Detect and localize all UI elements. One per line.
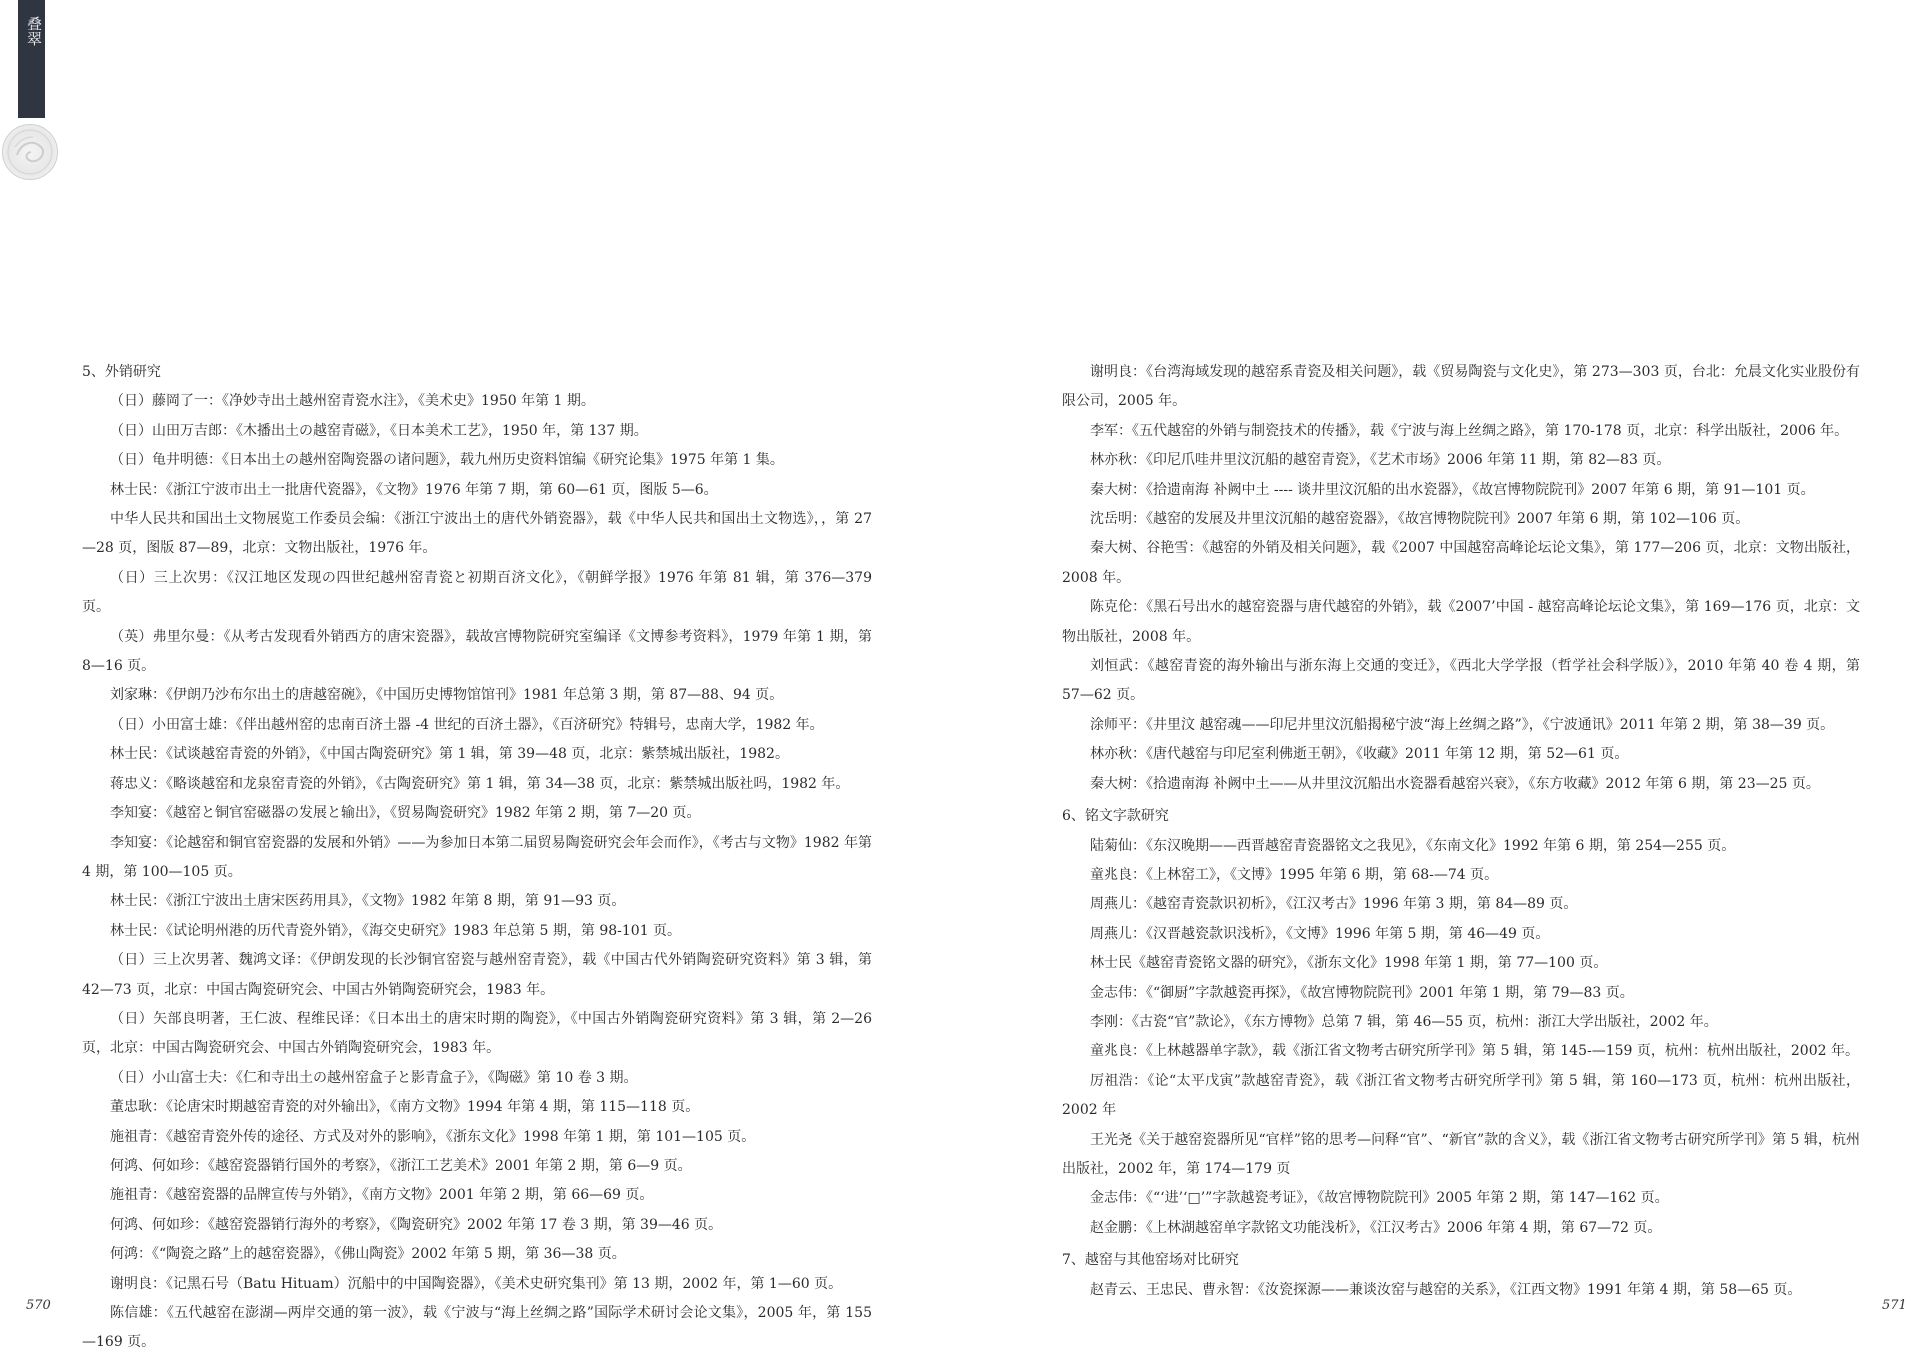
bibliography-entry: 赵青云、王忠民、曹永智：《汝瓷探源——兼谈汝窑与越窑的关系》，《江西文物》1991 年第 4 期，第 58—65 页。 <box>1090 1281 1802 1298</box>
bibliography-entry: 林士民《越窑青瓷铭文器的研究》，《浙东文化》1998 年第 1 期，第 77—100 页。 <box>1090 955 1608 972</box>
section-7-entries <box>1062 1276 1860 1305</box>
bibliography-entry: 陈信雄：《五代越窑在澎湖—两岸交通的第一波》，载《宁波与“海上丝绸之路”国际学术研讨会论文集》，2005 年，第 155—169 页。 <box>82 1305 872 1351</box>
emblem-icon <box>3 125 57 179</box>
bibliography-entry: （日）藤岡了一：《净妙寺出土越州窑青瓷水注》，《美术史》1950 年第 1 期。 <box>110 393 595 410</box>
bibliography-entry: （日）矢部良明著，王仁波、程维民译：《日本出土的唐宋时期的陶瓷》，《中国古外销陶瓷研究资料》第 3 辑，第 2—26 页，北京：中国古陶瓷研究会、中国古外销陶瓷研究会，1983 年。 <box>82 1010 872 1057</box>
bibliography-entry: 谢明良：《台湾海域发现的越窑系青瓷及相关问题》，载《贸易陶瓷与文化史》，第 273—303 页，台北：允晨文化实业股份有限公司，2005 年。 <box>1062 364 1860 410</box>
bibliography-entry: （日）龟井明德：《日本出土の越州窑陶瓷器の诸问题》，载九州历史资料馆编《研究论集》1975 年第 1 集。 <box>110 452 784 469</box>
left-entries <box>82 387 872 1357</box>
right-column <box>1062 358 1860 1305</box>
bibliography-entry: 林士民：《浙江宁波出土唐宋医药用具》，《文物》1982 年第 8 期，第 91—93 页。 <box>110 893 626 910</box>
page-number-right: 571 <box>1882 1298 1907 1313</box>
bibliography-entry: （日）三上次男：《汉江地区发现の四世纪越州窑青瓷と初期百济文化》，《朝鲜学报》1976 年第 81 辑，第 376—379 页。 <box>82 569 872 616</box>
bibliography-entry: 施祖青：《越窑瓷器的品牌宣传与外销》，《南方文物》2001 年第 2 期，第 66—69 页。 <box>110 1187 654 1204</box>
bibliography-entry: （日）小田富士雄：《伴出越州窑的忠南百济土器 -4 世纪的百济土器》，《百济研究》特辑号，忠南大学，1982 年。 <box>110 716 824 733</box>
bibliography-entry: 何鸿：《“陶瓷之路”上的越窑瓷器》，《佛山陶瓷》2002 年第 5 期，第 36—38 页。 <box>110 1246 626 1263</box>
bibliography-entry: 林士民：《试谈越窑青瓷的外销》，《中国古陶瓷研究》第 1 辑，第 39—48 页，北京：紫禁城出版社，1982。 <box>110 746 789 763</box>
bibliography-entry: 林亦秋：《印尼爪哇井里汶沉船的越窑青瓷》，《艺术市场》2006 年第 11 期，第 82—83 页。 <box>1090 452 1671 469</box>
bibliography-entry: 李知宴：《越窑と铜官窑磁器の发展と输出》，《贸易陶瓷研究》1982 年第 2 期，第 7—20 页。 <box>110 805 701 822</box>
emblem-logo <box>2 124 58 180</box>
bibliography-entry: 李刚：《古瓷“官”款论》，《东方博物》总第 7 辑，第 46—55 页，杭州：浙江大学出版社，2002 年。 <box>1090 1013 1718 1030</box>
spine-tab <box>18 0 45 118</box>
page-number-left: 570 <box>26 1298 51 1313</box>
bibliography-entry: 李知宴：《论越窑和铜官窑瓷器的发展和外销》——为参加日本第二届贸易陶瓷研究会年会而作》，《考古与文物》1982 年第 4 期，第 100—105 页。 <box>82 834 872 880</box>
bibliography-entry: 周燕儿：《越窑青瓷款识初析》，《江汉考古》1996 年第 3 期，第 84—89 页。 <box>1090 896 1578 913</box>
bibliography-entry: （日）山田万吉郎：《木播出土の越窑青磁》，《日本美术工艺》，1950 年，第 137 期。 <box>110 422 648 439</box>
bibliography-entry: 赵金鹏：《上林湖越窑单字款铭文功能浅析》，《江汉考古》2006 年第 4 期，第 67—72 页。 <box>1090 1219 1662 1236</box>
bibliography-entry: 中华人民共和国出土文物展览工作委员会编：《浙江宁波出土的唐代外销瓷器》，载《中华人民共和国出土文物选》，，第 27—28 页，图版 87—89，北京：文物出版社，1976 年。 <box>82 511 872 557</box>
bibliography-entry: 李军：《五代越窑的外销与制瓷技术的传播》，载《宁波与海上丝绸之路》，第 170-178 页，北京：科学出版社，2006 年。 <box>1090 422 1849 439</box>
bibliography-entry: 金志伟：《“御厨”字款越瓷再探》，《故宫博物院院刊》2001 年第 1 期，第 79—83 页。 <box>1090 984 1634 1001</box>
section-heading-6: 6、铭文字款研究 <box>1062 808 1169 825</box>
bibliography-entry: 林士民：《试论明州港的历代青瓷外销》，《海交史研究》1983 年总第 5 期，第 98-101 页。 <box>110 922 682 939</box>
bibliography-entry: 谢明良：《记黑石号（Batu Hituam）沉船中的中国陶瓷器》，《美术史研究集刊》第 13 期，2002 年，第 1—60 页。 <box>110 1275 843 1292</box>
bibliography-entry: 蒋忠义：《略谈越窑和龙泉窑青瓷的外销》，《古陶瓷研究》第 1 辑，第 34—38 页，北京：紫禁城出版社吗，1982 年。 <box>110 775 850 792</box>
bibliography-entry: 童兆良：《上林越器单字款》，载《浙江省文物考古研究所学刊》第 5 辑，第 145-—159 页，杭州：杭州出版社，2002 年。 <box>1090 1043 1859 1060</box>
bibliography-entry: 刘恒武：《越窑青瓷的海外输出与浙东海上交通的变迁》，《西北大学学报（哲学社会科学版）》，2010 年第 40 卷 4 期，第 57—62 页。 <box>1062 658 1860 704</box>
bibliography-entry: 厉祖浩：《论“太平戊寅”款越窑青瓷》，载《浙江省文物考古研究所学刊》第 5 辑，第 160—173 页，杭州：杭州出版社，2002 年 <box>1062 1072 1860 1119</box>
bibliography-entry: 周燕儿：《汉晋越瓷款识浅析》，《文博》1996 年第 5 期，第 46—49 页。 <box>1090 925 1550 942</box>
bibliography-entry: 何鸿、何如珍：《越窑瓷器销行国外的考察》，《浙江工艺美术》2001 年第 2 期，第 6—9 页。 <box>110 1157 692 1174</box>
bibliography-entry: 童兆良：《上林窑工》，《文博》1995 年第 6 期，第 68-—74 页。 <box>1090 866 1499 883</box>
bibliography-entry: 秦大树、谷艳雪：《越窑的外销及相关问题》，载《2007 中国越窑高峰论坛论文集》，第 177—206 页，北京：文物出版社，2008 年。 <box>1062 540 1860 586</box>
bibliography-entry: 刘家琳：《伊朗乃沙布尔出土的唐越窑碗》，《中国历史博物馆馆刊》1981 年总第 3 期，第 87—88、94 页。 <box>110 687 784 704</box>
bibliography-entry: 林士民：《浙江宁波市出土一批唐代瓷器》，《文物》1976 年第 7 期，第 60—61 页，图版 5—6。 <box>110 481 718 498</box>
section-heading-5: 5、外销研究 <box>82 364 161 380</box>
bibliography-entry: 董忠耿：《论唐宋时期越窑青瓷的对外输出》，《南方文物》1994 年第 4 期，第 115—118 页。 <box>110 1099 700 1116</box>
spine-title: 叠翠 <box>25 16 43 46</box>
bibliography-entry: （英）弗里尔曼：《从考古发现看外销西方的唐宋瓷器》，载故宫博物院研究室编译《文博参考资料》，1979 年第 1 期，第 8—16 页。 <box>82 628 872 675</box>
right-entries-continued <box>1062 358 1860 799</box>
left-column <box>82 358 872 1358</box>
bibliography-entry: 陈克伦：《黑石号出水的越窑瓷器与唐代越窑的外销》，载《2007’中国 - 越窑高峰论坛论文集》，第 169—176 页，北京：文物出版社，2008 年。 <box>1062 599 1860 645</box>
bibliography-entry: 王光尧《关于越窑瓷器所见“官样”铭的思考—问释“官”、“新官”款的含义》，载《浙江省文物考古研究所学刊》第 5 辑，杭州出版社，2002 年，第 174—179 页 <box>1062 1131 1860 1177</box>
bibliography-entry: 何鸿、何如珍：《越窑瓷器销行海外的考察》，《陶瓷研究》2002 年第 17 卷 3 期，第 39—46 页。 <box>110 1216 723 1233</box>
bibliography-entry: （日）三上次男著、魏鸿文译：《伊朗发现的长沙铜官窑瓷与越州窑青瓷》，载《中国古代外销陶瓷研究资料》第 3 辑，第 42—73 页，北京：中国古陶瓷研究会、中国古外销陶瓷研究会，1983 年。 <box>82 952 872 998</box>
bibliography-entry: 秦大树：《拾遗南海 补阙中土 ---- 谈井里汶沉船的出水瓷器》，《故宫博物院院刊》2007 年第 6 期，第 91—101 页。 <box>1090 481 1815 498</box>
bibliography-entry: 陆菊仙：《东汉晚期——西晋越窑青瓷器铭文之我见》，《东南文化》1992 年第 6 期，第 254—255 页。 <box>1090 837 1736 854</box>
bibliography-entry: 金志伟：《“‘进’‘□’”字款越瓷考证》，《故宫博物院院刊》2005 年第 2 期，第 147—162 页。 <box>1090 1190 1669 1207</box>
bibliography-entry: （日）小山富士夫：《仁和寺出土の越州窑盒子と影青盒子》，《陶磁》第 10 卷 3 期。 <box>110 1069 638 1086</box>
bibliography-entry: 涂师平：《井里汶 越窑魂——印尼井里汶沉船揭秘宁波“海上丝绸之路”》，《宁波通讯》2011 年第 2 期，第 38—39 页。 <box>1090 716 1835 733</box>
bibliography-entry: 施祖青：《越窑青瓷外传的途径、方式及对外的影响》，《浙东文化》1998 年第 1 期，第 101—105 页。 <box>110 1128 756 1145</box>
bibliography-entry: 沈岳明：《越窑的发展及井里汶沉船的越窑瓷器》，《故宫博物院院刊》2007 年第 6 期，第 102—106 页。 <box>1090 511 1750 528</box>
bibliography-entry: 秦大树：《拾遗南海 补阙中土——从井里汶沉船出水瓷器看越窑兴衰》，《东方收藏》2012 年第 6 期，第 23—25 页。 <box>1090 775 1820 792</box>
section-heading-7: 7、越窑与其他窑场对比研究 <box>1062 1252 1239 1269</box>
bibliography-entry: 林亦秋：《唐代越窑与印尼室利佛逝王朝》，《收藏》2011 年第 12 期，第 52—61 页。 <box>1090 746 1629 763</box>
section-6-entries <box>1062 832 1860 1244</box>
